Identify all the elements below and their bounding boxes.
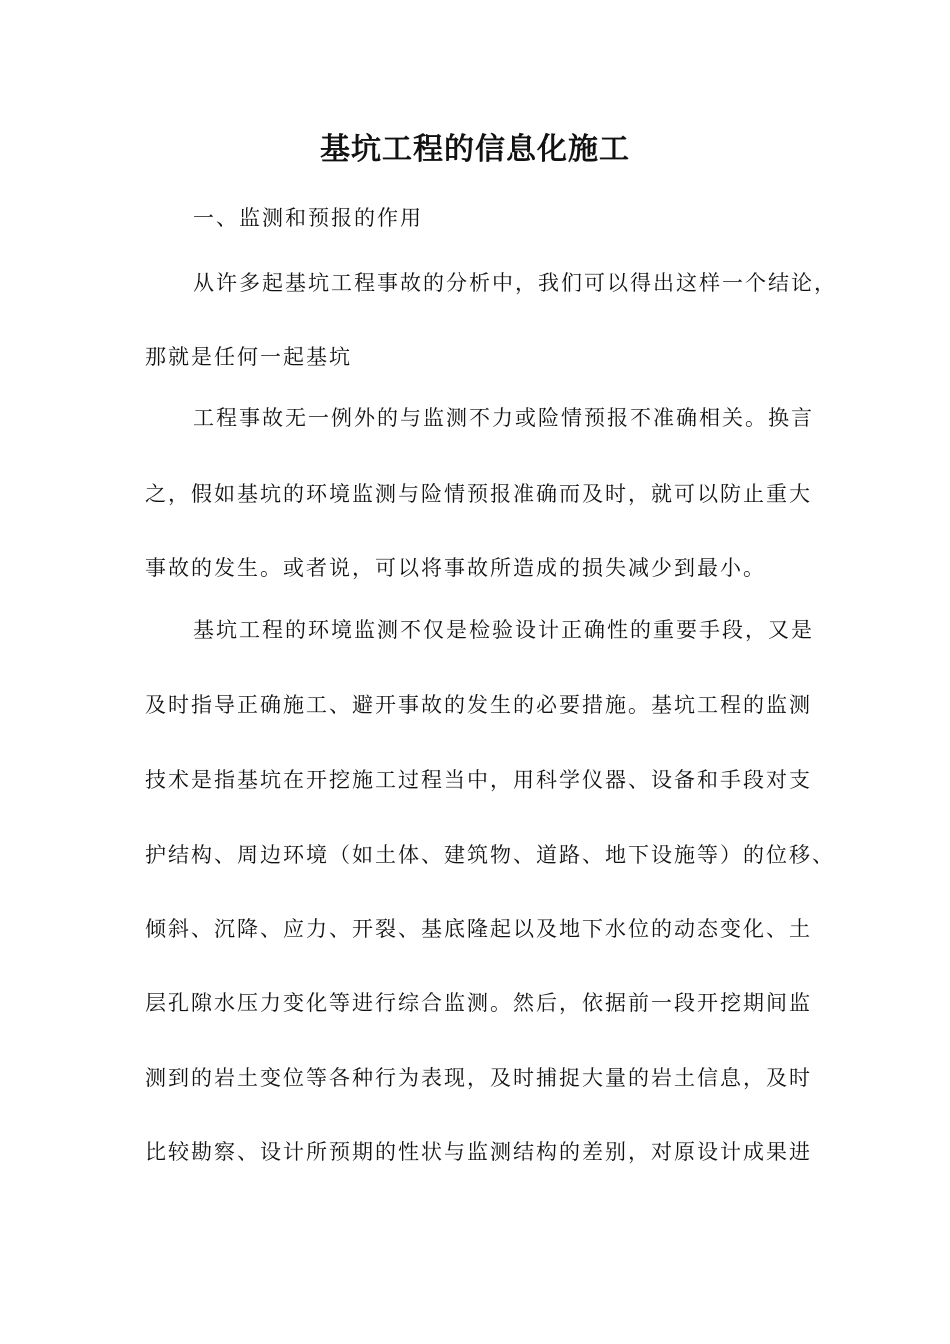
paragraph-line: 事故的发生。或者说，可以将事故所造成的损失减少到最小。 [145,556,766,580]
paragraph-line: 比较勘察、设计所预期的性状与监测结构的差别，对原设计成果进 [145,1140,812,1164]
paragraph-line: 基坑工程的环境监测不仅是检验设计正确性的重要手段，又是 [193,618,814,642]
paragraph-line: 之，假如基坑的环境监测与险情预报准确而及时，就可以防止重大 [145,482,812,506]
paragraph-line: 从许多起基坑工程事故的分析中，我们可以得出这样一个结论， [193,271,837,295]
document-title: 基坑工程的信息化施工 [320,132,630,167]
paragraph-line: 那就是任何一起基坑 [145,345,352,369]
paragraph-line: 层孔隙水压力变化等进行综合监测。然后，依据前一段开挖期间监 [145,991,812,1015]
paragraph-line: 工程事故无一例外的与监测不力或险情预报不准确相关。换言 [193,406,814,430]
paragraph-line: 倾斜、沉降、应力、开裂、基底隆起以及地下水位的动态变化、土 [145,917,812,941]
section-heading: 一、监测和预报的作用 [193,206,423,230]
paragraph-line: 及时指导正确施工、避开事故的发生的必要措施。基坑工程的监测 [145,693,812,717]
paragraph-line: 技术是指基坑在开挖施工过程当中，用科学仪器、设备和手段对支 [145,768,812,792]
paragraph-line: 护结构、周边环境（如土体、建筑物、道路、地下设施等）的位移、 [145,843,835,867]
paragraph-line: 测到的岩土变位等各种行为表现，及时捕捉大量的岩土信息，及时 [145,1066,812,1090]
